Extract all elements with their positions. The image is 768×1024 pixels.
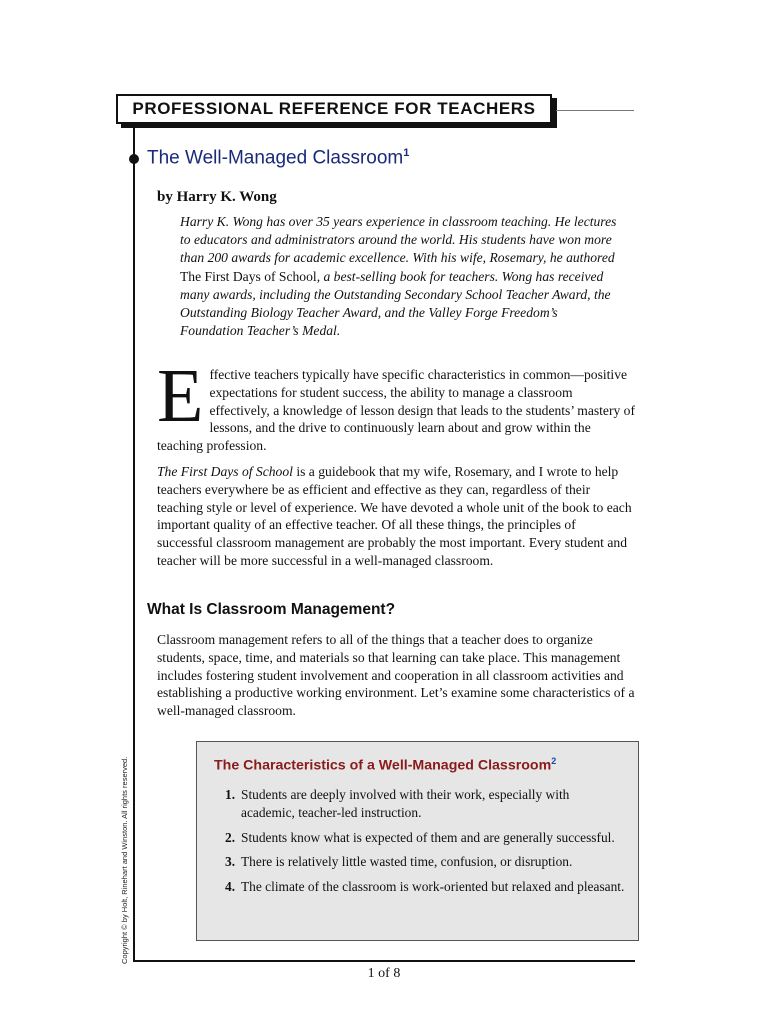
header-rule — [556, 110, 634, 111]
left-spine-rule — [133, 128, 135, 962]
bio-book-title: The First Days of School — [180, 268, 317, 284]
list-item-number: 4. — [225, 879, 236, 895]
intro-paragraph: Effective teachers typically have specific characteristics in common—positive expectations for student success, the ability to manage a classroom effectively, a knowledge of lesson design that leads to the students’ mastery of lessons, and the drive to continuously learn about and grow within the teaching profession. — [157, 354, 636, 454]
book-paragraph: The First Days of School is a guidebook that my wife, Rosemary, and I wrote to help teachers everywhere be as efficient and effective as they can, regardless of their teaching style or level of experience. We have devoted a whole unit of the book to each important quality of an effective teacher. Of all these things, the principles of successful classroom management are probably the most important. Every student and teacher will be more successful in a well-managed classroom. — [157, 464, 632, 568]
title-footnote-marker: 1 — [403, 147, 410, 159]
characteristics-list — [225, 786, 625, 903]
author-bio: Harry K. Wong has over 35 years experience in classroom teaching. He lectures to educators and administrators around the world. His students have won more than 200 awards for academic excellence. With his wife, Rosemary, he authored The First Days of School, a best-selling book for teachers. Wong has received many awards, including the Outstanding Secondary School Teacher Award, the Outstanding Biology Teacher Award, and the Valley Forge Freedom’s Foundation Teacher’s Medal. — [180, 214, 617, 339]
book-title-italic: The First Days of School — [157, 464, 293, 479]
list-item-text: Students know what is expected of them and are generally successful. — [241, 829, 615, 845]
byline: by Harry K. Wong — [157, 189, 277, 205]
bullet-dot-icon — [129, 154, 139, 164]
list-item-text: The climate of the classroom is work-oriented but relaxed and pleasant. — [241, 879, 625, 895]
box-footnote-marker: 2 — [551, 756, 557, 766]
list-item — [225, 829, 625, 847]
article-title: The Well-Managed Classroom$^1$ — [147, 147, 410, 169]
section-header — [116, 94, 552, 124]
bottom-rule — [135, 960, 635, 962]
list-item-number: 2. — [225, 829, 236, 845]
list-item-text: There is relatively little wasted time, confusion, or disruption. — [241, 854, 573, 870]
drop-cap: E — [157, 354, 204, 438]
list-item — [225, 786, 625, 822]
definition-paragraph: Classroom management refers to all of the things that a teacher does to organize students, space, time, and materials so that learning can take place. This management includes fostering student involvement and cooperation in all classroom activities and establishing a productive working environment. Let’s examine some characteristics of a well-managed classroom. — [157, 632, 635, 719]
copyright-notice: Copyright © by Holt, Rinehart and Winston. All rights reserved. — [120, 756, 129, 964]
section-header-label: PROFESSIONAL REFERENCE FOR TEACHERS — [132, 99, 536, 118]
list-item — [225, 878, 625, 896]
section-heading: What Is Classroom Management? — [147, 601, 396, 618]
page-number: 1 of 8 — [367, 966, 401, 981]
box-title: The Characteristics of a Well-Managed Classroom$^2$ — [214, 756, 557, 774]
characteristics-box — [196, 741, 639, 941]
list-item — [225, 853, 625, 871]
list-item-number: 1. — [225, 787, 236, 802]
list-item-number: 3. — [225, 854, 236, 870]
list-item-text: Students are deeply involved with their work, especially with academic, teacher-led instruction. — [241, 787, 570, 820]
